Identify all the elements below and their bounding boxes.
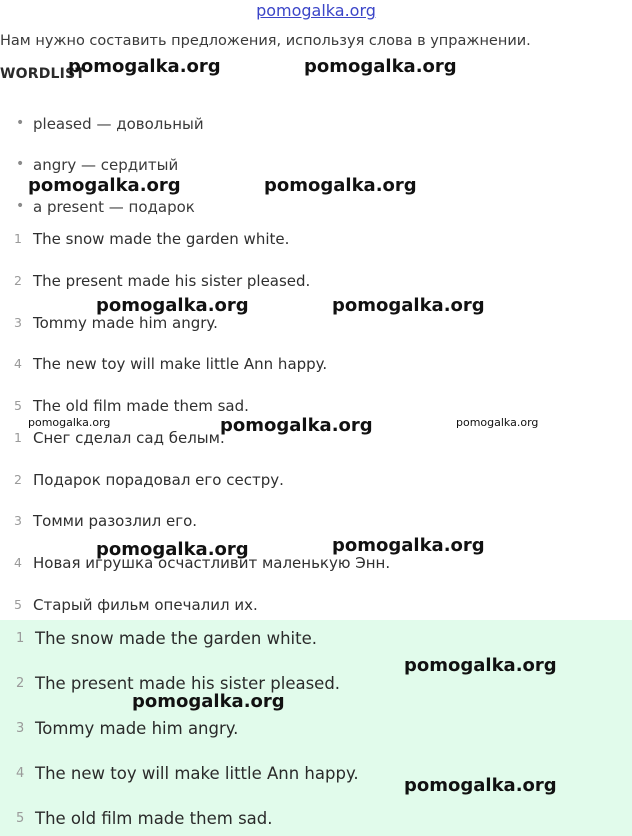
watermark: pomogalka.org xyxy=(332,295,485,316)
watermark: pomogalka.org xyxy=(404,775,557,796)
answer-sentence xyxy=(0,809,632,831)
russian-sentence xyxy=(0,554,632,574)
sentence-text: The old film made them sad. xyxy=(35,809,273,828)
watermark: pomogalka.org xyxy=(132,691,285,712)
wordlist-item-text: a present — подарок xyxy=(33,198,195,216)
wordlist-item xyxy=(0,198,632,218)
watermark: pomogalka.org xyxy=(96,539,249,560)
sentence-text: Старый фильм опечалил их. xyxy=(33,596,258,614)
watermark: pomogalka.org xyxy=(332,535,485,556)
sentence-text: The old film made them sad. xyxy=(33,397,249,415)
sentence-number: 1 xyxy=(14,430,22,445)
bullet-icon: • xyxy=(16,198,25,214)
english-sentence xyxy=(0,272,632,292)
sentence-number: 3 xyxy=(14,513,22,528)
sentence-text: Tommy made him angry. xyxy=(33,314,218,332)
sentence-number: 2 xyxy=(14,472,22,487)
watermark: pomogalka.org xyxy=(264,175,417,196)
watermark: pomogalka.org xyxy=(304,56,457,77)
russian-sentence xyxy=(0,471,632,491)
sentence-number: 1 xyxy=(16,631,25,646)
sentence-text: The new toy will make little Ann happy. xyxy=(33,355,328,373)
russian-sentence xyxy=(0,512,632,532)
english-sentence xyxy=(0,230,632,250)
sentence-text: The present made his sister pleased. xyxy=(35,674,341,693)
wordlist-item xyxy=(0,156,632,176)
russian-sentence xyxy=(0,596,632,616)
answer-sentence xyxy=(0,629,632,651)
sentence-number: 3 xyxy=(14,315,22,330)
sentence-number: 5 xyxy=(14,398,22,413)
sentence-number: 4 xyxy=(14,356,22,371)
wordlist-heading: WORDLIST xyxy=(0,66,86,82)
site-header-link[interactable]: pomogalka.org xyxy=(256,1,376,20)
english-sentence xyxy=(0,314,632,334)
sentence-number: 2 xyxy=(16,676,25,691)
sentence-number: 5 xyxy=(16,811,25,826)
sentence-number: 2 xyxy=(14,273,22,288)
watermark: pomogalka.org xyxy=(68,56,221,77)
wordlist-item-text: angry — сердитый xyxy=(33,156,179,174)
sentence-text: The present made his sister pleased. xyxy=(33,272,311,290)
wordlist-item-text: pleased — довольный xyxy=(33,115,204,133)
sentence-text: The snow made the garden white. xyxy=(35,629,318,648)
watermark: pomogalka.org xyxy=(96,295,249,316)
sentence-text: The new toy will make little Ann happy. xyxy=(35,764,359,783)
sentence-number: 1 xyxy=(14,231,22,246)
sentence-text: Новая игрушка осчастливит маленькую Энн. xyxy=(33,554,391,572)
sentence-text: Подарок порадовал его сестру. xyxy=(33,471,284,489)
watermark: pomogalka.org xyxy=(404,655,557,676)
english-sentence xyxy=(0,355,632,375)
sentence-number: 3 xyxy=(16,721,25,736)
watermark: pomogalka.org xyxy=(220,415,373,436)
sentence-text: Tommy made him angry. xyxy=(35,719,239,738)
sentence-number: 5 xyxy=(14,597,22,612)
intro-text: Нам нужно составить предложения, используя слова в упражнении. xyxy=(0,33,531,49)
sentence-number: 4 xyxy=(16,766,25,781)
sentence-number: 4 xyxy=(14,555,22,570)
wordlist-item xyxy=(0,115,632,135)
sentence-text: The snow made the garden white. xyxy=(33,230,290,248)
answer-sentence xyxy=(0,674,632,696)
watermark: pomogalka.org xyxy=(456,416,539,429)
bullet-icon: • xyxy=(16,115,25,131)
watermark: pomogalka.org xyxy=(28,416,111,429)
sentence-text: Снег сделал сад белым. xyxy=(33,429,225,447)
watermark: pomogalka.org xyxy=(28,175,181,196)
answer-sentence xyxy=(0,719,632,741)
english-sentence xyxy=(0,397,632,417)
sentence-text: Томми разозлил его. xyxy=(33,512,198,530)
bullet-icon: • xyxy=(16,156,25,172)
